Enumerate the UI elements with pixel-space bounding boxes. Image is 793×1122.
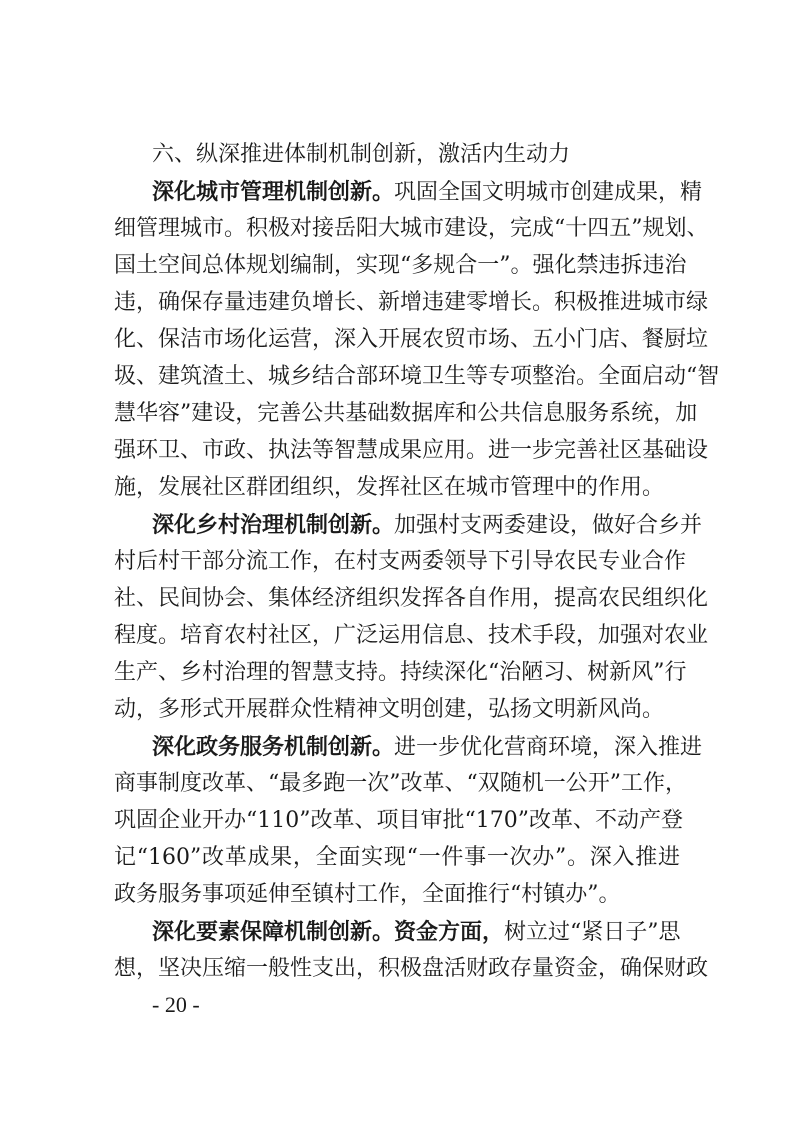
paragraph-lead-text: 深化政务服务机制创新。 [152, 734, 395, 760]
paragraph-text: 社、民间协会、集体经济组织发挥各自作用，提高农民组织化 [114, 586, 709, 611]
paragraph-text: 想，坚决压缩一般性支出，积极盘活财政存量资金，确保财政 [114, 956, 709, 981]
paragraph-2-line [114, 658, 687, 688]
paragraph-3-line [114, 769, 687, 799]
paragraph-text: 商事制度改革、“最多跑一次”改革、“双随机一公开”工作， [114, 771, 687, 796]
paragraph-2-line [114, 621, 709, 651]
paragraph-1-line [114, 473, 680, 503]
paragraph-2-line [114, 584, 709, 614]
paragraph-1-line [114, 214, 709, 244]
paragraph-text: 树立过“紧日子”思 [504, 920, 681, 945]
paragraph-4-line [114, 954, 709, 984]
paragraph-text: 程度。培育农村社区，广泛运用信息、技术手段，加强对农业 [114, 623, 709, 648]
paragraph-lead-text: 深化要素保障机制创新。资金方面， [152, 919, 505, 945]
section-heading: 六、纵深推进体制机制创新，激活内生动力 [152, 142, 571, 167]
paragraph-3-line [152, 732, 703, 762]
paragraph-text: 巩固全国文明城市创建成果，精 [394, 180, 703, 205]
paragraph-text: 记“160”改革成果，全面实现“一件事一次办”。深入推进 [114, 845, 680, 870]
paragraph-text: 生产、乡村治理的智慧支持。持续深化“治陋习、树新风”行 [114, 660, 687, 685]
paragraph-text: 进一步优化营商环境，深入推进 [394, 735, 703, 760]
paragraph-1-line [114, 251, 687, 281]
paragraph-text: 慧华容”建设，完善公共基础数据库和公共信息服务系统，加 [114, 401, 698, 426]
paragraph-4-line [152, 917, 680, 947]
paragraph-text: 强环卫、市政、执法等智慧成果应用。进一步完善社区基础设 [114, 438, 709, 463]
paragraph-text: 巩固企业开办“110”改革、项目审批“170”改革、不动产登 [114, 808, 683, 833]
paragraph-3-line [114, 843, 680, 873]
paragraph-text: 政务服务事项延伸至镇村工作，全面推行“村镇办”。 [114, 882, 621, 907]
paragraph-1-line [152, 177, 703, 207]
paragraph-3-line [114, 806, 683, 836]
paragraph-2-line [152, 510, 703, 540]
paragraph-1-line [114, 436, 709, 466]
paragraph-text: 动，多形式开展群众性精神文明创建，弘扬文明新风尚。 [114, 697, 665, 722]
paragraph-1-line [114, 362, 720, 392]
paragraph-text: 圾、建筑渣土、城乡结合部环境卫生等专项整治。全面启动“智 [114, 364, 720, 389]
paragraph-1-line [114, 399, 698, 429]
paragraph-1-line [114, 325, 709, 355]
paragraph-text: 化、保洁市场化运营，深入开展农贸市场、五小门店、餐厨垃 [114, 327, 709, 352]
page-number: - 20 - [152, 992, 200, 1017]
paragraph-text: 村后村干部分流工作，在村支两委领导下引导农民专业合作 [114, 549, 687, 574]
paragraph-text: 细管理城市。积极对接岳阳大城市建设，完成“十四五”规划、 [114, 216, 709, 241]
paragraph-text: 加强村支两委建设，做好合乡并 [394, 513, 703, 538]
paragraph-3-line [114, 880, 680, 910]
paragraph-lead-text: 深化乡村治理机制创新。 [152, 512, 395, 538]
paragraph-text: 国土空间总体规划编制，实现“多规合一”。强化禁违拆违治 [114, 253, 687, 278]
paragraph-1-line [114, 288, 709, 318]
paragraph-text: 施，发展社区群团组织，发挥社区在城市管理中的作用。 [114, 475, 665, 500]
paragraph-lead-text: 深化城市管理机制创新。 [152, 179, 395, 205]
paragraph-text: 违，确保存量违建负增长、新增违建零增长。积极推进城市绿 [114, 290, 709, 315]
paragraph-2-line [114, 695, 680, 725]
paragraph-2-line [114, 547, 687, 577]
